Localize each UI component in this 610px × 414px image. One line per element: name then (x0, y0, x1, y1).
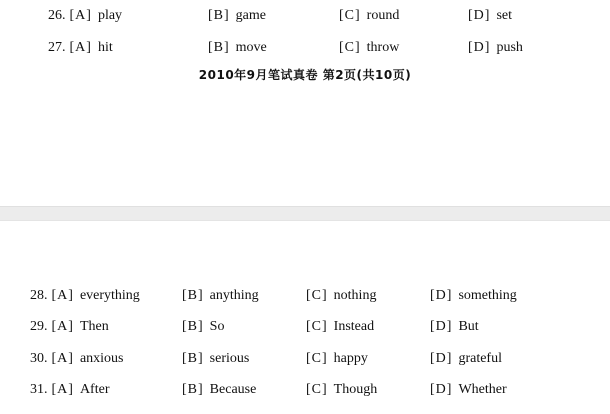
option-letter: [A] (51, 351, 74, 366)
option-b (182, 347, 249, 371)
option-letter: [B] (208, 40, 230, 55)
option-word: hit (97, 40, 113, 55)
option-c (339, 4, 399, 28)
option-word: Because (209, 382, 257, 397)
option-letter: [D] (430, 319, 453, 334)
question-number: 26. (48, 8, 66, 23)
exam-page-top (0, 0, 610, 206)
option-letter: [D] (430, 288, 453, 303)
option-letter: [C] (306, 351, 328, 366)
option-word: play (97, 8, 123, 23)
option-a (48, 36, 113, 60)
option-a (30, 347, 124, 371)
option-d (468, 4, 512, 28)
option-letter: [A] (51, 382, 74, 397)
option-b (182, 378, 256, 402)
option-letter: [D] (430, 382, 453, 397)
option-c (306, 284, 376, 308)
option-word: nothing (333, 288, 377, 303)
option-word: Whether (458, 382, 507, 397)
option-word: happy (333, 351, 368, 366)
question-number: 27. (48, 40, 66, 55)
option-d (468, 36, 523, 60)
option-letter: [B] (182, 288, 204, 303)
option-word: throw (366, 40, 400, 55)
question-number: 28. (30, 288, 48, 303)
option-b (208, 36, 267, 60)
exam-page-bottom (0, 221, 610, 414)
option-letter: [A] (69, 8, 92, 23)
option-a (30, 378, 109, 402)
option-d (430, 315, 479, 339)
question-number: 30. (30, 351, 48, 366)
option-letter: [C] (306, 288, 328, 303)
option-letter: [D] (468, 40, 491, 55)
option-a (30, 284, 140, 308)
option-c (339, 36, 399, 60)
option-word: set (496, 8, 512, 23)
option-letter: [A] (69, 40, 92, 55)
option-word: grateful (458, 351, 502, 366)
option-letter: [B] (208, 8, 230, 23)
option-d (430, 347, 502, 371)
option-word: move (235, 40, 267, 55)
option-word: anxious (79, 351, 124, 366)
option-word: something (458, 288, 517, 303)
option-word: Then (79, 319, 109, 334)
option-d (430, 378, 507, 402)
option-a (48, 4, 122, 28)
question-row-29 (0, 315, 610, 339)
option-word: Though (333, 382, 378, 397)
option-letter: [C] (306, 382, 328, 397)
option-word: But (458, 319, 479, 334)
option-b (182, 284, 259, 308)
option-c (306, 347, 368, 371)
page-footer: 2010年9月笔试真卷 第2页(共10页) (198, 68, 412, 82)
option-word: Instead (333, 319, 375, 334)
question-number: 31. (30, 382, 48, 397)
option-d (430, 284, 517, 308)
option-word: serious (209, 351, 250, 366)
option-letter: [A] (51, 319, 74, 334)
option-word: So (209, 319, 225, 334)
option-b (182, 315, 224, 339)
option-letter: [C] (306, 319, 328, 334)
option-letter: [B] (182, 382, 204, 397)
option-word: After (79, 382, 110, 397)
option-letter: [B] (182, 319, 204, 334)
page-separator (0, 206, 610, 221)
question-row-28 (0, 284, 610, 308)
option-letter: [B] (182, 351, 204, 366)
option-word: push (496, 40, 523, 55)
option-c (306, 315, 374, 339)
option-word: anything (209, 288, 259, 303)
question-number: 29. (30, 319, 48, 334)
option-word: game (235, 8, 266, 23)
question-row-27 (0, 36, 610, 60)
option-word: everything (79, 288, 140, 303)
question-row-31 (0, 378, 610, 402)
option-b (208, 4, 266, 28)
option-letter: [C] (339, 8, 361, 23)
option-letter: [A] (51, 288, 74, 303)
question-row-26 (0, 4, 610, 28)
option-c (306, 378, 377, 402)
option-letter: [D] (430, 351, 453, 366)
option-letter: [C] (339, 40, 361, 55)
question-row-30 (0, 347, 610, 371)
option-letter: [D] (468, 8, 491, 23)
option-word: round (366, 8, 400, 23)
option-a (30, 315, 109, 339)
